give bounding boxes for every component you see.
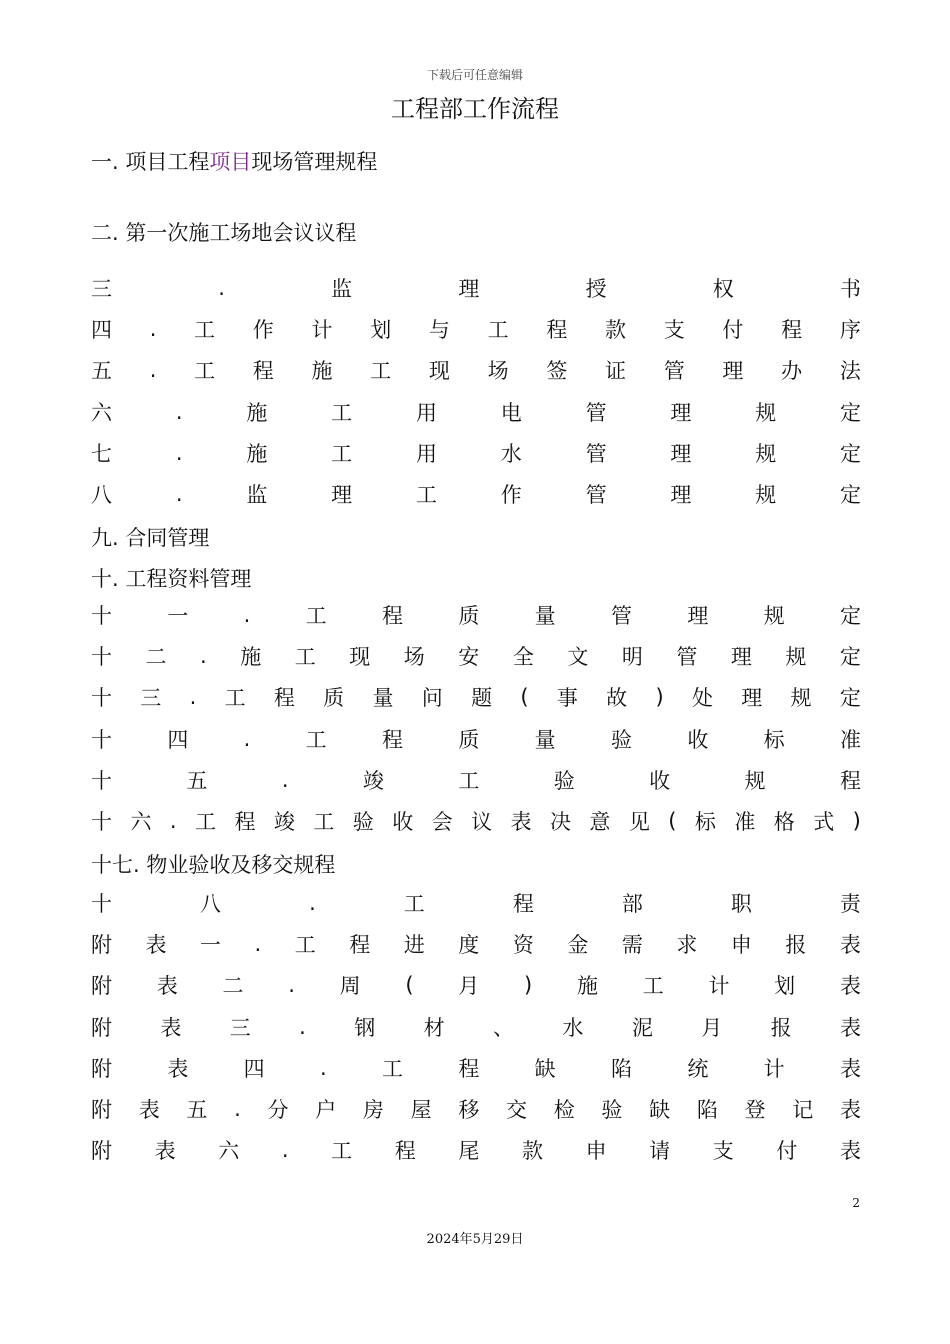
list-item-char: 收 — [687, 727, 709, 752]
item-2: 二. 第一次施工场地会议议程 — [91, 221, 357, 245]
list-item-char: 量 — [372, 686, 394, 711]
list-item-char: . — [254, 932, 262, 957]
list-item-char: . — [281, 767, 289, 792]
list-item-char: 一 — [200, 933, 222, 958]
list-item-char: . — [299, 1014, 306, 1039]
list-item-char: 报 — [770, 1015, 792, 1040]
list-item-char: 施 — [246, 400, 268, 425]
list-item-char: 场 — [487, 359, 509, 384]
list-item-char: 工 — [195, 810, 216, 834]
list-item-char: 监 — [246, 483, 268, 507]
item-1-suffix: 现场管理规程 — [251, 150, 378, 174]
list-item-char: 管 — [610, 604, 632, 628]
list-item-char: 十 — [91, 810, 112, 834]
list-item-char: 与 — [428, 318, 450, 343]
list-item-char: . — [309, 891, 316, 915]
list-item-char: 明 — [621, 645, 643, 670]
list-item-char: 职 — [730, 892, 752, 916]
list-item-char: 工 — [305, 604, 327, 628]
list-item-char: 规 — [785, 645, 807, 670]
list-item — [91, 806, 861, 836]
list-item-char: 计 — [763, 1056, 785, 1081]
list-item-char: 用 — [415, 400, 437, 425]
list-item — [91, 724, 861, 754]
list-item-char: ( — [405, 973, 414, 998]
list-item-char: 申 — [585, 1139, 607, 1164]
list-item-char: 程 — [394, 1139, 416, 1164]
list-item-char: 定 — [839, 645, 861, 670]
list-item-char: . — [234, 1097, 241, 1121]
list-item-char: 程 — [839, 768, 861, 793]
list-item — [91, 438, 861, 468]
list-item-char: 十 — [91, 645, 112, 670]
list-item-char: 质 — [458, 727, 480, 752]
list-item-char: 验 — [610, 727, 632, 752]
document-title: 工程部工作流程 — [391, 95, 559, 123]
list-item-char: 验 — [553, 768, 575, 793]
list-item-char: 工 — [331, 1139, 353, 1164]
list-item-char: 施 — [246, 441, 268, 466]
list-item-char: 周 — [339, 974, 361, 999]
list-item-char: 程 — [252, 359, 274, 384]
list-item-char: 表 — [156, 974, 178, 999]
list-item — [91, 273, 861, 303]
list-item-char: 支 — [712, 1139, 734, 1164]
list-item-char: 登 — [744, 1098, 766, 1122]
list-item-char: 工 — [294, 645, 316, 670]
list-item-char: 检 — [553, 1098, 575, 1122]
list-item-char: ) — [524, 973, 533, 998]
list-item-char: . — [149, 317, 157, 342]
list-item-char: 计 — [311, 318, 333, 343]
item-1-highlight: 项目 — [209, 150, 252, 174]
list-item-char: 工 — [415, 483, 437, 507]
list-item-char: 竣 — [273, 810, 295, 834]
list-item-char: 定 — [839, 604, 861, 628]
list-item-char: 作 — [252, 318, 274, 343]
list-item-char: 表 — [154, 1139, 176, 1164]
list-item-char: 理 — [741, 686, 763, 711]
list-item-char: 定 — [840, 441, 861, 466]
list-item-char: 理 — [722, 359, 744, 384]
list-item-char: 理 — [670, 441, 692, 466]
list-item — [91, 600, 861, 630]
list-item-char: 定 — [840, 400, 861, 425]
list-item-char: 二 — [222, 974, 244, 999]
list-item-char: 求 — [676, 933, 698, 958]
list-item-char: 交 — [506, 1098, 528, 1122]
list-item-char: 八 — [91, 483, 112, 507]
list-item — [91, 765, 861, 795]
list-item-char: 度 — [458, 933, 480, 958]
list-item-char: 表 — [839, 1098, 861, 1122]
list-item-char: 工 — [382, 1056, 403, 1081]
list-item-char: 权 — [712, 277, 734, 301]
list-item-char: 三 — [140, 686, 162, 711]
list-item-char: ) — [655, 685, 664, 710]
list-item-char: 工 — [487, 318, 509, 343]
list-item-char: 月 — [458, 974, 480, 999]
list-item-char: 工 — [331, 400, 353, 425]
list-item-char: 四 — [91, 318, 112, 343]
list-item-char: 管 — [663, 359, 685, 384]
list-item-char: 程 — [382, 604, 403, 628]
list-item — [91, 888, 861, 918]
list-item-char: . — [281, 1138, 289, 1163]
list-item-char: 安 — [458, 645, 480, 670]
list-item-char: 表 — [840, 1139, 861, 1164]
list-item-char: 十 — [91, 892, 112, 916]
list-item — [91, 1094, 861, 1124]
list-item-char: 十 — [91, 686, 112, 711]
list-item-char: 授 — [585, 277, 607, 301]
list-item-char: 电 — [500, 400, 522, 425]
list-item-char: 理 — [687, 604, 709, 628]
list-item-char: . — [175, 482, 183, 506]
list-item-char: 作 — [500, 483, 522, 507]
list-item-char: 工 — [194, 359, 216, 384]
list-item-char: 验 — [352, 810, 374, 834]
list-item — [91, 479, 861, 509]
list-item-char: 标 — [763, 727, 785, 752]
list-item-char: 程 — [349, 933, 371, 958]
list-item-char: 部 — [621, 892, 643, 916]
list-item-char: 附 — [91, 933, 112, 958]
list-item-char: 陷 — [696, 1098, 718, 1122]
list-item-char: 责 — [839, 892, 861, 916]
list-item-char: 理 — [331, 483, 353, 507]
list-item-char: 六 — [91, 400, 112, 425]
list-item — [91, 314, 861, 344]
list-item-char: 进 — [403, 933, 425, 958]
list-item-char: 理 — [730, 645, 752, 670]
list-item-char: 见 — [628, 810, 650, 834]
item-17: 十七. 物业验收及移交规程 — [91, 853, 336, 877]
list-item-char: 分 — [267, 1098, 289, 1122]
list-item-char: 付 — [776, 1139, 798, 1164]
list-item-char: 程 — [546, 318, 568, 343]
list-item — [91, 355, 861, 385]
list-item-char: . — [149, 358, 157, 383]
list-item-char: ( — [520, 685, 529, 710]
list-item-char: 工 — [370, 359, 392, 384]
list-item-char: 四 — [243, 1056, 265, 1081]
list-item-char: 施 — [576, 974, 598, 999]
list-item-char: 户 — [315, 1098, 337, 1122]
list-item-char: 量 — [534, 604, 556, 628]
list-item-char: 工 — [294, 933, 316, 958]
list-item-char: 收 — [649, 768, 671, 793]
list-item-char: 工 — [403, 892, 425, 916]
list-item-char: 施 — [311, 359, 333, 384]
list-item-char: 记 — [792, 1098, 814, 1122]
list-item-char: 附 — [91, 1056, 112, 1081]
list-item-char: 一 — [167, 604, 189, 628]
list-item-char: . — [189, 685, 197, 710]
list-item-char: 资 — [512, 933, 534, 958]
item-9: 九. 合同管理 — [91, 526, 210, 550]
list-item-char: 附 — [91, 1098, 112, 1122]
list-item-char: 七 — [91, 441, 112, 466]
list-item-char: 陷 — [610, 1056, 632, 1081]
list-item-char: 题 — [471, 686, 493, 711]
list-item-char: 管 — [585, 441, 607, 466]
list-item-char: 钢 — [354, 1015, 376, 1040]
list-item — [91, 929, 861, 959]
list-item-char: 程 — [512, 892, 534, 916]
list-item-char: 屋 — [410, 1098, 432, 1122]
list-item-char: 规 — [744, 768, 766, 793]
item-1 — [91, 146, 377, 176]
list-item-char: 十 — [91, 727, 112, 752]
list-item-char: . — [200, 644, 207, 669]
list-item-char: . — [175, 399, 183, 424]
list-item-char: 六 — [130, 810, 152, 834]
list-item-char: 施 — [240, 645, 262, 670]
list-item-char: 收 — [392, 810, 414, 834]
list-item-char: 准 — [734, 810, 756, 834]
list-item-char: 材 — [423, 1015, 445, 1040]
list-item-char: 书 — [840, 277, 861, 301]
list-item-char: 三 — [229, 1015, 251, 1040]
list-item-char: 统 — [687, 1056, 709, 1081]
list-item-char: 五 — [186, 1098, 208, 1122]
list-item-char: 故 — [606, 686, 628, 711]
list-item-char: 管 — [676, 645, 698, 670]
list-item-char: 证 — [605, 359, 627, 384]
list-item-char: 问 — [421, 686, 443, 711]
list-item-char: 款 — [605, 318, 627, 343]
list-item-char: 五 — [91, 359, 112, 384]
list-item — [91, 1135, 861, 1165]
list-item-char: 三 — [91, 277, 112, 301]
list-item — [91, 682, 861, 712]
list-item-char: 程 — [273, 686, 295, 711]
list-item-char: 申 — [730, 933, 752, 958]
list-item-char: 尾 — [458, 1139, 480, 1164]
list-item-char: 理 — [458, 277, 480, 301]
list-item-char: 文 — [567, 645, 589, 670]
list-item-char: 附 — [91, 1015, 112, 1040]
list-item-char: 工 — [313, 810, 335, 834]
list-item-char: 准 — [839, 727, 861, 752]
list-item-char: 式 — [813, 810, 835, 834]
list-item-char: 理 — [670, 400, 692, 425]
list-item-char: 、 — [493, 1015, 515, 1040]
list-item-char: 附 — [91, 1139, 112, 1164]
list-item-char: 划 — [370, 318, 392, 343]
list-item-char: 定 — [840, 483, 861, 507]
list-item-char: 规 — [763, 604, 785, 628]
list-item-char: 四 — [167, 727, 189, 752]
list-item-char: 竣 — [362, 768, 384, 793]
list-item-char: 规 — [755, 441, 777, 466]
list-item-char: 表 — [839, 1015, 861, 1040]
list-item-char: . — [243, 726, 251, 751]
list-item-char: 房 — [362, 1098, 384, 1122]
list-item-char: 请 — [649, 1139, 671, 1164]
list-item-char: 事 — [556, 686, 578, 711]
list-item-char: 款 — [521, 1139, 543, 1164]
footer-date: 2024年5月29日 — [426, 1232, 524, 1247]
list-item-char: 序 — [839, 318, 861, 343]
list-item-char: ( — [668, 809, 677, 833]
list-item-char: 验 — [601, 1098, 623, 1122]
page-number: 2 — [852, 1196, 860, 1210]
list-item-char: 五 — [186, 768, 208, 793]
item-10: 十. 工程资料管理 — [91, 567, 252, 591]
list-item-char: 缺 — [649, 1098, 671, 1122]
list-item-char: 理 — [670, 483, 692, 507]
list-item-char: 场 — [403, 645, 425, 670]
list-item-char: 水 — [562, 1015, 584, 1040]
list-item-char: 工 — [305, 727, 327, 752]
list-item-char: 规 — [755, 483, 777, 507]
list-item-char: 划 — [774, 974, 796, 999]
list-item-char: 工 — [642, 974, 664, 999]
list-item-char: 表 — [160, 1015, 182, 1040]
list-item-char: 表 — [510, 810, 532, 834]
list-item-char: 工 — [194, 318, 216, 343]
list-item-char: 质 — [458, 604, 480, 628]
list-item-char: . — [169, 809, 177, 833]
list-item-char: 现 — [428, 359, 450, 384]
list-item-char: 付 — [722, 318, 744, 343]
list-item-char: 表 — [839, 1056, 861, 1081]
list-item-char: ) — [852, 809, 861, 833]
list-item — [91, 970, 861, 1000]
list-item-char: 十 — [91, 604, 112, 628]
list-item-char: 会 — [431, 810, 453, 834]
list-item-char: 用 — [415, 441, 437, 466]
list-item — [91, 641, 861, 671]
list-item-char: 移 — [458, 1098, 480, 1122]
list-item-char: 附 — [91, 974, 112, 999]
list-item-char: 意 — [589, 810, 611, 834]
list-item-char: 六 — [218, 1139, 240, 1164]
list-item-char: 标 — [694, 810, 716, 834]
list-item-char: . — [218, 276, 225, 300]
header-note: 下载后可任意编辑 — [426, 68, 523, 82]
list-item-char: 量 — [534, 727, 556, 752]
list-item-char: 程 — [234, 810, 256, 834]
list-item-char: 办 — [781, 359, 803, 384]
list-item-char: 缺 — [534, 1056, 556, 1081]
list-item-char: 签 — [546, 359, 568, 384]
list-item-char: 质 — [323, 686, 345, 711]
list-item-char: 支 — [663, 318, 685, 343]
list-item-char: 工 — [331, 441, 353, 466]
list-item-char: 表 — [167, 1056, 189, 1081]
list-item-char: 泥 — [631, 1015, 653, 1040]
list-item-char: 程 — [382, 727, 403, 752]
list-item-char: . — [319, 1055, 327, 1080]
list-item-char: 程 — [458, 1056, 480, 1081]
list-item-char: 规 — [755, 400, 777, 425]
list-item-char: 定 — [839, 686, 861, 711]
list-item-char: 程 — [781, 318, 803, 343]
list-item-char: 表 — [145, 933, 167, 958]
list-item-char: 管 — [585, 400, 607, 425]
list-item-char: 表 — [839, 933, 861, 958]
list-item-char: 监 — [331, 277, 353, 301]
list-item-char: 表 — [138, 1098, 160, 1122]
list-item — [91, 1012, 861, 1042]
list-item-char: 处 — [691, 686, 713, 711]
list-item-char: . — [288, 973, 295, 998]
list-item-char: 全 — [512, 645, 534, 670]
list-item-char: 需 — [621, 933, 643, 958]
list-item-char: . — [175, 440, 183, 465]
list-item-char: 议 — [471, 810, 493, 834]
list-item-char: 现 — [349, 645, 371, 670]
list-item-char: 水 — [500, 441, 522, 466]
list-item-char: 规 — [790, 686, 812, 711]
list-item-char: 表 — [839, 974, 861, 999]
item-1-prefix: 一. 项目工程 — [91, 150, 210, 174]
list-item-char: 金 — [567, 933, 589, 958]
list-item-char: 法 — [839, 359, 861, 384]
list-item-char: 二 — [145, 645, 167, 670]
list-item-char: . — [243, 603, 251, 627]
list-item-char: 格 — [773, 810, 795, 834]
list-item-char: 计 — [708, 974, 730, 999]
list-item-char: 工 — [224, 686, 246, 711]
list-item-char: 报 — [785, 933, 807, 958]
list-item — [91, 1053, 861, 1083]
list-item-char: 管 — [585, 483, 607, 507]
list-item-char: 决 — [549, 810, 571, 834]
list-item-char: 八 — [200, 892, 222, 916]
list-item — [91, 397, 861, 427]
list-item-char: 月 — [701, 1015, 723, 1040]
list-item-char: 工 — [458, 768, 480, 793]
list-item-char: 十 — [91, 768, 112, 793]
